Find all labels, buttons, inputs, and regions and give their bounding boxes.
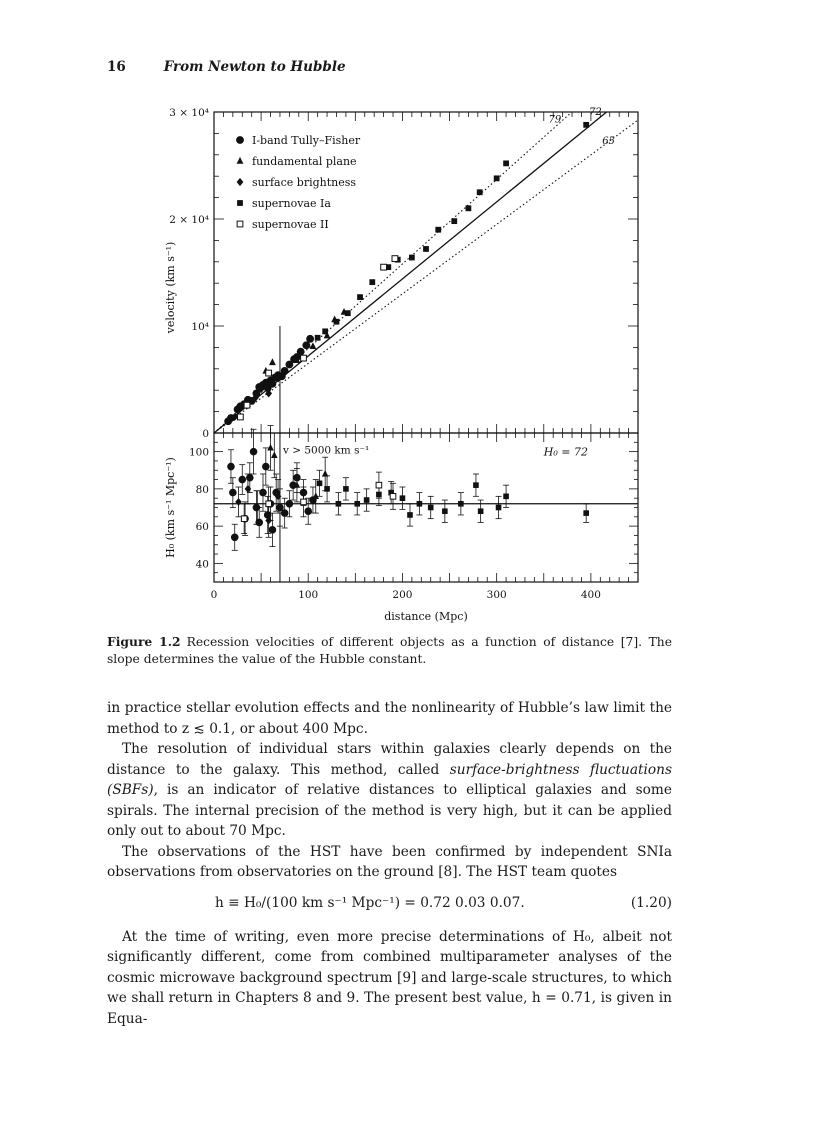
data-point	[369, 279, 375, 285]
velocity-cut-label: v > 5000 km s⁻¹	[282, 444, 370, 457]
fit-label-72: 72	[589, 107, 602, 119]
data-point	[310, 342, 317, 349]
data-point	[237, 414, 243, 420]
h0-data-point	[269, 526, 277, 534]
h0-data-point	[364, 497, 370, 503]
legend-label: I-band Tully–Fisher	[252, 134, 361, 147]
legend-marker	[237, 178, 244, 186]
fit-label-65: 65	[602, 136, 615, 148]
h0-data-point	[324, 486, 330, 492]
h0-tick-label: 80	[195, 483, 209, 496]
h0-data-point	[246, 474, 254, 482]
running-head	[107, 59, 346, 75]
data-point	[435, 227, 441, 233]
data-point	[297, 348, 305, 356]
h0-data-point	[271, 451, 278, 458]
h0-data-point	[250, 448, 258, 456]
h0-data-point	[407, 512, 413, 518]
data-point	[315, 335, 321, 341]
h0-data-point	[317, 480, 323, 486]
x-tick-label: 200	[392, 589, 413, 601]
h0-data-point	[390, 494, 396, 500]
h0-data-point	[229, 489, 237, 497]
h0-data-point	[304, 507, 312, 515]
h0-data-point	[376, 482, 382, 488]
legend-label: supernovae Ia	[252, 197, 331, 210]
y-tick-label: 10⁴	[191, 321, 209, 333]
h0-data-point	[343, 486, 349, 492]
data-point	[357, 294, 363, 300]
h0-data-point	[301, 499, 307, 505]
equation-expression: h ≡ H₀/(100 km s⁻¹ Mpc⁻¹) = 0.72 0.03 0.07.	[215, 894, 525, 911]
y-tick-label: 0	[202, 428, 209, 440]
x-axis-label: distance (Mpc)	[384, 610, 468, 623]
equation-1-20	[107, 893, 672, 913]
body-text	[107, 698, 672, 1029]
h0-tick-label: 60	[195, 521, 209, 534]
h0-data-point	[312, 492, 319, 499]
hubble-figure	[150, 100, 650, 625]
data-point	[392, 256, 398, 262]
data-point	[345, 310, 351, 316]
paragraph-4: At the time of writing, even more precise determinations of H₀, albeit not significantly different, come from combined multiparameter analyses of the cosmic microwave background spectrum [9] and large-scale structures, to which we shall return in Chapters 8 and 9. The present best value, h = 0.71, is given in Equa-	[107, 928, 672, 1027]
legend-marker	[236, 136, 244, 144]
h0-data-point	[503, 494, 509, 500]
h0-data-point	[354, 501, 360, 507]
h0-data-point	[496, 505, 502, 511]
x-tick-label: 400	[580, 589, 601, 601]
data-point	[466, 205, 472, 211]
x-tick-label: 300	[486, 589, 507, 601]
y-tick-label: 2 × 10⁴	[169, 214, 209, 226]
data-point	[301, 355, 307, 361]
data-point	[409, 255, 415, 261]
h0-data-point	[478, 508, 484, 514]
h0-tick-label: 100	[188, 446, 209, 459]
h0-data-point	[245, 485, 252, 493]
data-point	[423, 246, 429, 252]
h0-data-point	[235, 498, 242, 506]
legend-marker	[237, 157, 244, 164]
equation-number: (1.20)	[630, 894, 672, 911]
h0-data-point	[417, 501, 423, 507]
h0-data-point	[336, 501, 342, 507]
h0-data-point	[400, 495, 406, 501]
legend-label: fundamental plane	[252, 155, 357, 168]
h0-data-point	[286, 500, 294, 508]
h0-axis-label: H₀ (km s⁻¹ Mpc⁻¹)	[164, 457, 177, 558]
h0-data-point	[259, 489, 267, 497]
legend-label: surface brightness	[252, 176, 357, 189]
hubble-chart	[150, 100, 650, 625]
data-point	[322, 328, 328, 334]
h0-data-point	[255, 519, 263, 527]
h0-reference-label: H₀ = 72	[543, 445, 588, 459]
h0-data-point	[583, 510, 589, 516]
h0-data-point	[281, 509, 289, 517]
h0-data-point	[262, 463, 270, 471]
paragraph-2-text-b: , is an indicator of relative distances to elliptical galaxies and some spirals. The internal precision of the method is very high, but it can be applied only out to about 70 Mpc.	[107, 782, 672, 839]
page-number: 16	[107, 59, 126, 75]
velocity-axis-label: velocity (km s⁻¹)	[164, 241, 177, 334]
legend-marker	[237, 221, 243, 227]
data-point	[266, 370, 272, 376]
x-tick-label: 0	[210, 589, 218, 601]
caption-label: Figure 1.2	[107, 634, 181, 649]
legend-marker	[237, 200, 243, 206]
figure-caption	[107, 633, 672, 668]
h0-data-point	[266, 501, 272, 507]
y-tick-label: 3 × 10⁴	[169, 107, 209, 119]
data-point	[583, 122, 589, 128]
paragraph-2-text-a: The resolution of individual stars within galaxies clearly depends on the distance to the galaxy. This method, called	[107, 741, 672, 778]
paragraph-2-emphasis: surface-brightness fluctuations (SBFs)	[107, 761, 672, 798]
h0-data-point	[428, 505, 434, 511]
h0-data-point	[442, 508, 448, 514]
data-point	[381, 264, 387, 270]
legend-label: supernovae II	[252, 218, 329, 231]
data-point	[334, 319, 340, 325]
h0-data-point	[458, 501, 464, 507]
x-tick-label: 100	[298, 589, 319, 601]
paragraph-1: in practice stellar evolution effects and the nonlinearity of Hubble’s law limit the method to z ≲ 0.1, or about 400 Mpc.	[107, 700, 672, 737]
h0-tick-label: 40	[195, 558, 209, 571]
paragraph-2	[107, 739, 672, 842]
h0-data-point	[241, 516, 247, 522]
h0-data-point	[473, 482, 479, 488]
h0-data-point	[238, 476, 246, 484]
h0-data-point	[231, 534, 239, 542]
fit-label-79: 79	[548, 114, 562, 126]
data-point	[244, 402, 250, 408]
data-point	[306, 335, 314, 343]
data-point	[503, 160, 509, 166]
data-point	[281, 367, 289, 375]
h0-data-point	[227, 463, 235, 471]
data-point	[269, 358, 276, 365]
running-head-title: From Newton to Hubble	[163, 59, 346, 75]
paragraph-3: The observations of the HST have been confirmed by independent SNIa observations from observatories on the ground [8]. The HST team quotes	[107, 843, 672, 880]
data-point	[477, 189, 483, 195]
data-point	[494, 175, 500, 181]
data-point	[451, 218, 457, 224]
caption-text: Recession velocities of different objects as a function of distance [7]. The slope determines the value of the Hubble constant.	[107, 635, 673, 666]
h0-data-point	[267, 444, 274, 451]
